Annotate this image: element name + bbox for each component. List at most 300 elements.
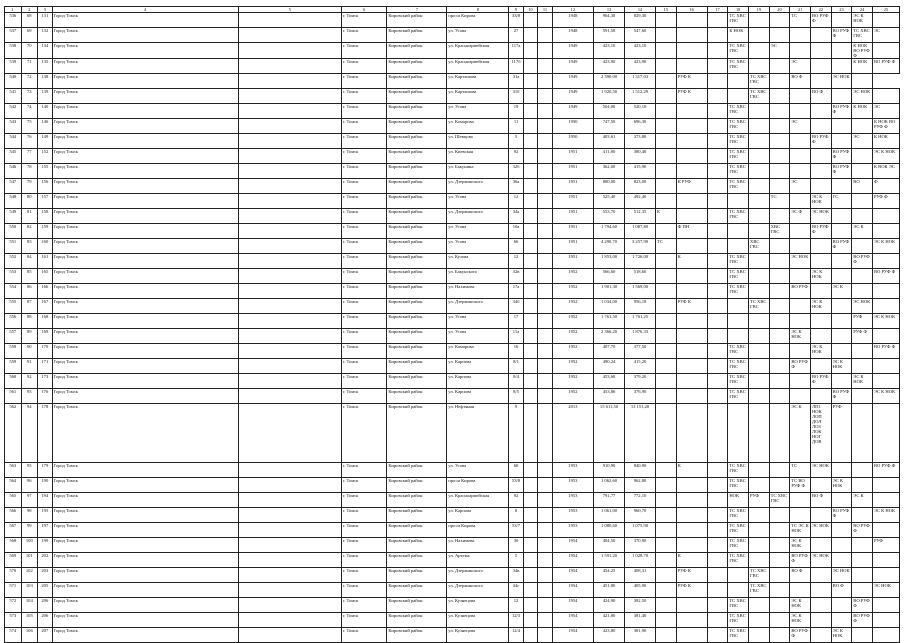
table-cell: г. Томск <box>341 583 386 598</box>
table-cell: ЭС К НОК <box>790 538 811 553</box>
table-cell <box>238 74 341 89</box>
table-cell: 1951 <box>552 179 593 194</box>
table-cell: 1951 <box>552 209 593 224</box>
table-cell <box>238 508 341 523</box>
table-cell <box>707 463 728 478</box>
table-cell <box>676 284 707 299</box>
table-cell: ЭС НОК <box>831 74 852 89</box>
table-cell: РУФ К <box>676 568 707 583</box>
table-row <box>5 119 900 134</box>
table-cell <box>749 598 770 613</box>
table-cell: 165 <box>38 269 52 284</box>
table-cell: 1951 <box>552 164 593 179</box>
table-row <box>5 538 900 553</box>
table-row <box>5 28 900 43</box>
table-cell <box>769 583 790 598</box>
table-cell <box>707 13 728 28</box>
table-cell <box>656 344 677 359</box>
table-cell <box>676 508 707 523</box>
table-cell: ТС ХВС ГВС <box>728 119 749 134</box>
table-cell <box>238 194 341 209</box>
table-cell: 12/4 <box>509 628 523 643</box>
table-cell: г. Томск <box>341 134 386 149</box>
table-cell: 566,60 <box>594 269 625 284</box>
table-cell <box>538 508 552 523</box>
table-cell <box>810 28 831 43</box>
table-cell: 31б <box>509 89 523 104</box>
table-cell: Кировский район <box>387 553 447 568</box>
table-cell <box>538 389 552 404</box>
table-cell: Город Томск <box>52 568 238 583</box>
table-cell: г. Томск <box>341 74 386 89</box>
table-cell: ЭС НОК <box>831 568 852 583</box>
table-cell: 34в <box>509 568 523 583</box>
table-cell <box>707 359 728 374</box>
table-cell: ТС ЭС К НОК <box>790 523 811 538</box>
table-cell: ТС ХВС ГВС <box>728 598 749 613</box>
table-cell: 415,20 <box>625 359 656 374</box>
table-cell <box>238 254 341 269</box>
table-cell: ЭС НОК <box>810 523 831 538</box>
table-cell: Город Томск <box>52 284 238 299</box>
table-cell <box>676 28 707 43</box>
table-cell: 563 <box>5 463 22 478</box>
table-cell: ВО <box>852 179 873 194</box>
table-cell: 84 <box>21 254 38 269</box>
table-cell <box>538 374 552 389</box>
table-cell <box>769 269 790 284</box>
table-cell: 199 <box>38 538 52 553</box>
table-cell: 93 <box>21 389 38 404</box>
table-cell: Кировский район <box>387 179 447 194</box>
table-cell <box>238 553 341 568</box>
table-cell: 1 512,29 <box>625 89 656 104</box>
table-cell <box>852 164 873 179</box>
table-cell <box>852 538 873 553</box>
table-cell: 83 <box>21 239 38 254</box>
table-cell <box>790 164 811 179</box>
table-cell <box>676 43 707 59</box>
table-cell: г. Томск <box>341 568 386 583</box>
table-cell <box>676 628 707 643</box>
table-cell <box>676 329 707 344</box>
table-cell: Город Томск <box>52 104 238 119</box>
table-cell <box>676 13 707 28</box>
table-cell <box>707 59 728 74</box>
table-cell <box>676 523 707 538</box>
table-cell <box>538 538 552 553</box>
table-cell <box>538 568 552 583</box>
table-cell <box>238 59 341 74</box>
table-cell: ЭС К НОК <box>872 389 899 404</box>
header-cell: 17 <box>707 7 728 13</box>
table-cell: 176 <box>38 389 52 404</box>
table-cell: ТС ХВС ГВС <box>728 538 749 553</box>
table-cell <box>538 478 552 493</box>
table-cell: 562 <box>5 404 22 463</box>
table-cell: г. Томск <box>341 254 386 269</box>
table-cell: ул. Усова <box>447 28 509 43</box>
table-cell: 423,90 <box>594 59 625 74</box>
table-cell: 79 <box>21 179 38 194</box>
table-cell <box>523 568 537 583</box>
table-cell: ТС ХВС ГВС <box>728 523 749 538</box>
table-cell: 569 <box>5 553 22 568</box>
table-cell: 407,70 <box>594 344 625 359</box>
table-cell: 1 028,70 <box>625 553 656 568</box>
table-cell: ул. Кузнецова <box>447 613 509 628</box>
table-cell <box>676 239 707 254</box>
table-cell: Город Томск <box>52 478 238 493</box>
table-cell: Город Томск <box>52 74 238 89</box>
table-cell: Кировский район <box>387 269 447 284</box>
table-cell: К НОК <box>728 28 749 43</box>
table-cell <box>538 164 552 179</box>
table-cell: ВО РУФ Ф <box>831 508 852 523</box>
table-cell: ул. Дзержинского <box>447 209 509 224</box>
table-cell: ВО РУФ Ф <box>831 389 852 404</box>
table-cell <box>523 119 537 134</box>
table-cell: 557 <box>5 329 22 344</box>
table-cell <box>769 104 790 119</box>
table-cell: 1 794,60 <box>594 224 625 239</box>
table-cell: ул. Бакунского <box>447 269 509 284</box>
table-cell <box>538 59 552 74</box>
table-cell: ул. Красноармейская <box>447 493 509 508</box>
table-cell <box>831 59 852 74</box>
table-cell <box>523 508 537 523</box>
table-cell <box>790 583 811 598</box>
table-row <box>5 269 900 284</box>
table-cell <box>238 89 341 104</box>
table-cell: ТС ХВС ГВС <box>749 74 770 89</box>
table-cell <box>749 28 770 43</box>
table-cell <box>749 538 770 553</box>
table-cell <box>852 508 873 523</box>
table-cell: К РУФ <box>676 179 707 194</box>
table-cell: РУФ <box>852 314 873 329</box>
table-cell <box>810 478 831 493</box>
table-cell <box>872 224 899 239</box>
table-cell <box>790 269 811 284</box>
table-cell <box>872 628 899 643</box>
table-row <box>5 374 900 389</box>
table-cell: 78 <box>21 164 38 179</box>
table-cell <box>523 269 537 284</box>
table-cell <box>676 613 707 628</box>
table-cell <box>749 194 770 209</box>
table-cell <box>707 538 728 553</box>
table-row <box>5 344 900 359</box>
table-cell: ТС ХВС ГВС <box>728 613 749 628</box>
table-cell: 1950 <box>552 134 593 149</box>
table-cell <box>238 269 341 284</box>
table-cell <box>852 269 873 284</box>
table-cell: Кировский район <box>387 374 447 389</box>
table-cell: 1949 <box>552 104 593 119</box>
table-cell <box>656 568 677 583</box>
header-cell: 11 <box>538 7 552 13</box>
table-cell: 381,40 <box>625 613 656 628</box>
table-cell: 1 569,00 <box>625 284 656 299</box>
table-cell: 1948 <box>552 28 593 43</box>
table-row <box>5 404 900 463</box>
table-cell <box>656 628 677 643</box>
table-cell: ЭС НОК <box>852 299 873 314</box>
table-cell <box>523 13 537 28</box>
table-cell: ул. Красноармейская <box>447 43 509 59</box>
table-cell <box>769 329 790 344</box>
table-cell: ХВС ГВС <box>769 224 790 239</box>
table-cell: 34а <box>509 209 523 224</box>
table-cell: Кировский район <box>387 224 447 239</box>
table-cell: 910,90 <box>594 463 625 478</box>
table-cell: 829,30 <box>625 13 656 28</box>
table-cell <box>831 463 852 478</box>
table-cell <box>790 224 811 239</box>
table-row <box>5 89 900 104</box>
table-cell <box>707 74 728 89</box>
table-cell: Кировский район <box>387 344 447 359</box>
table-cell: 94 <box>21 404 38 463</box>
table-cell: ВО Ф <box>810 89 831 104</box>
table-row <box>5 104 900 119</box>
table-cell: 77 <box>21 149 38 164</box>
table-row <box>5 389 900 404</box>
table-cell <box>523 209 537 224</box>
table-cell <box>523 74 537 89</box>
table-cell: 97 <box>21 493 38 508</box>
table-cell: Ф <box>872 179 899 194</box>
table-cell <box>538 628 552 643</box>
table-cell: Город Томск <box>52 164 238 179</box>
table-cell <box>831 209 852 224</box>
table-cell <box>872 598 899 613</box>
table-cell <box>749 463 770 478</box>
table-cell <box>707 194 728 209</box>
table-cell <box>810 149 831 164</box>
table-cell <box>852 478 873 493</box>
table-cell: Кировский район <box>387 568 447 583</box>
table-cell <box>790 134 811 149</box>
table-cell: 194 <box>38 493 52 508</box>
table-cell: Город Томск <box>52 179 238 194</box>
table-cell <box>831 89 852 104</box>
table-cell <box>538 523 552 538</box>
table-cell <box>656 478 677 493</box>
table-row <box>5 209 900 224</box>
table-cell <box>676 404 707 463</box>
table-cell <box>523 299 537 314</box>
table-cell <box>707 164 728 179</box>
table-cell: 1 876,33 <box>625 329 656 344</box>
table-cell: К ВОК ЭС <box>872 164 899 179</box>
table-cell: ул. Комарова <box>447 344 509 359</box>
table-cell <box>523 613 537 628</box>
table-cell: 135 <box>38 59 52 74</box>
table-cell: 70 <box>21 43 38 59</box>
table-cell <box>238 239 341 254</box>
table-cell: Город Томск <box>52 269 238 284</box>
table-cell: Кировский район <box>387 254 447 269</box>
table-cell: К НОК ВО РУФ Ф <box>872 119 899 134</box>
table-cell: ТС ХВС ГВС <box>728 134 749 149</box>
table-cell <box>852 74 873 89</box>
table-cell: 880,00 <box>594 179 625 194</box>
table-cell <box>656 583 677 598</box>
table-cell: 3б <box>509 538 523 553</box>
table-cell: ул. Кузнецова <box>447 598 509 613</box>
table-cell: Город Томск <box>52 523 238 538</box>
table-cell <box>831 598 852 613</box>
table-cell: ЭС НОК <box>872 583 899 598</box>
housing-register-table <box>4 6 900 643</box>
table-cell: ТС ХВС ГВС <box>728 269 749 284</box>
table-cell <box>749 254 770 269</box>
table-cell <box>238 224 341 239</box>
table-cell <box>728 224 749 239</box>
table-cell <box>872 43 899 59</box>
table-cell: 1 317,03 <box>625 74 656 89</box>
table-cell: Город Томск <box>52 344 238 359</box>
table-cell <box>676 314 707 329</box>
table-cell <box>523 628 537 643</box>
table-cell: 1948 <box>552 13 593 28</box>
table-cell <box>749 269 770 284</box>
table-cell: ЭС К НОК <box>872 508 899 523</box>
table-cell: ТС ХВС ГВС <box>728 344 749 359</box>
table-cell <box>538 493 552 508</box>
table-cell: ЭС НОК <box>810 553 831 568</box>
table-cell: 423,10 <box>625 43 656 59</box>
table-cell <box>790 43 811 59</box>
table-cell: 520,10 <box>625 104 656 119</box>
table-cell <box>656 224 677 239</box>
table-cell: 1949 <box>552 74 593 89</box>
table-cell: ВО Ф <box>831 583 852 598</box>
table-cell: 540 <box>5 74 22 89</box>
table-cell <box>790 194 811 209</box>
table-cell: ул. Карпова <box>447 374 509 389</box>
table-cell: 454,25 <box>594 568 625 583</box>
table-cell <box>749 389 770 404</box>
table-cell <box>538 284 552 299</box>
table-cell: 1949 <box>552 59 593 74</box>
table-cell: 1952 <box>552 314 593 329</box>
table-cell: ЭС <box>790 179 811 194</box>
table-cell <box>707 239 728 254</box>
table-cell: Кировский район <box>387 628 447 643</box>
table-cell <box>656 119 677 134</box>
table-cell <box>238 329 341 344</box>
table-cell <box>538 553 552 568</box>
table-cell: 424,90 <box>594 598 625 613</box>
table-row <box>5 314 900 329</box>
table-cell <box>707 598 728 613</box>
table-cell <box>810 568 831 583</box>
table-cell: 17 <box>509 314 523 329</box>
table-cell <box>769 628 790 643</box>
header-cell: 8 <box>447 7 509 13</box>
table-cell <box>831 179 852 194</box>
header-cell: 13 <box>594 7 625 13</box>
table-cell: Город Томск <box>52 329 238 344</box>
table-cell: ТС ХВС ГВС <box>728 359 749 374</box>
table-cell <box>707 389 728 404</box>
table-cell: ТС ХВС ГВС <box>728 104 749 119</box>
table-cell <box>676 59 707 74</box>
table-cell: Кировский район <box>387 74 447 89</box>
table-row <box>5 13 900 28</box>
table-cell <box>769 568 790 583</box>
table-cell: 1 591,20 <box>594 553 625 568</box>
table-cell <box>872 254 899 269</box>
table-row <box>5 613 900 628</box>
table-cell: ТС <box>769 194 790 209</box>
table-cell: 405,90 <box>625 583 656 598</box>
table-cell: 11а <box>509 329 523 344</box>
table-cell <box>238 104 341 119</box>
table-cell: ул. Киевская <box>447 149 509 164</box>
table-row <box>5 149 900 164</box>
table-cell: г. Томск <box>341 344 386 359</box>
table-cell: 10а <box>509 224 523 239</box>
table-cell: ВО Ф <box>790 74 811 89</box>
table-cell: 34б <box>509 299 523 314</box>
table-cell <box>707 104 728 119</box>
table-cell <box>707 179 728 194</box>
table-cell <box>707 568 728 583</box>
table-row <box>5 553 900 568</box>
table-cell: 538 <box>5 43 22 59</box>
table-cell: 159 <box>38 224 52 239</box>
table-cell: 95 <box>21 463 38 478</box>
table-cell: 179 <box>38 463 52 478</box>
table-cell <box>872 613 899 628</box>
table-cell: Ф ПН <box>676 224 707 239</box>
table-cell: Кировский район <box>387 119 447 134</box>
table-cell <box>676 538 707 553</box>
table-cell: 15 611,50 <box>594 404 625 463</box>
table-cell <box>831 553 852 568</box>
table-cell: 1 853,00 <box>594 254 625 269</box>
table-cell: 381,90 <box>625 628 656 643</box>
table-cell <box>707 254 728 269</box>
table-cell: 791,77 <box>594 493 625 508</box>
table-cell <box>749 134 770 149</box>
table-cell: Кировский район <box>387 493 447 508</box>
table-row <box>5 523 900 538</box>
table-cell: ТС ХВС ГВС <box>728 149 749 164</box>
table-cell: 202 <box>38 553 52 568</box>
table-cell <box>538 209 552 224</box>
table-cell: Кировский район <box>387 583 447 598</box>
table-cell: 550 <box>5 224 22 239</box>
table-cell: Город Томск <box>52 43 238 59</box>
table-cell: ЭС <box>769 43 790 59</box>
table-cell <box>707 628 728 643</box>
table-cell: ВО РУФ Ф <box>831 104 852 119</box>
table-cell: 555 <box>5 299 22 314</box>
header-cell: 2 <box>21 7 38 13</box>
table-cell: Город Томск <box>52 299 238 314</box>
table-cell <box>707 478 728 493</box>
table-cell: 504,00 <box>594 104 625 119</box>
table-cell <box>707 374 728 389</box>
table-cell <box>238 359 341 374</box>
table-cell: 2 390,00 <box>594 74 625 89</box>
table-cell <box>769 344 790 359</box>
